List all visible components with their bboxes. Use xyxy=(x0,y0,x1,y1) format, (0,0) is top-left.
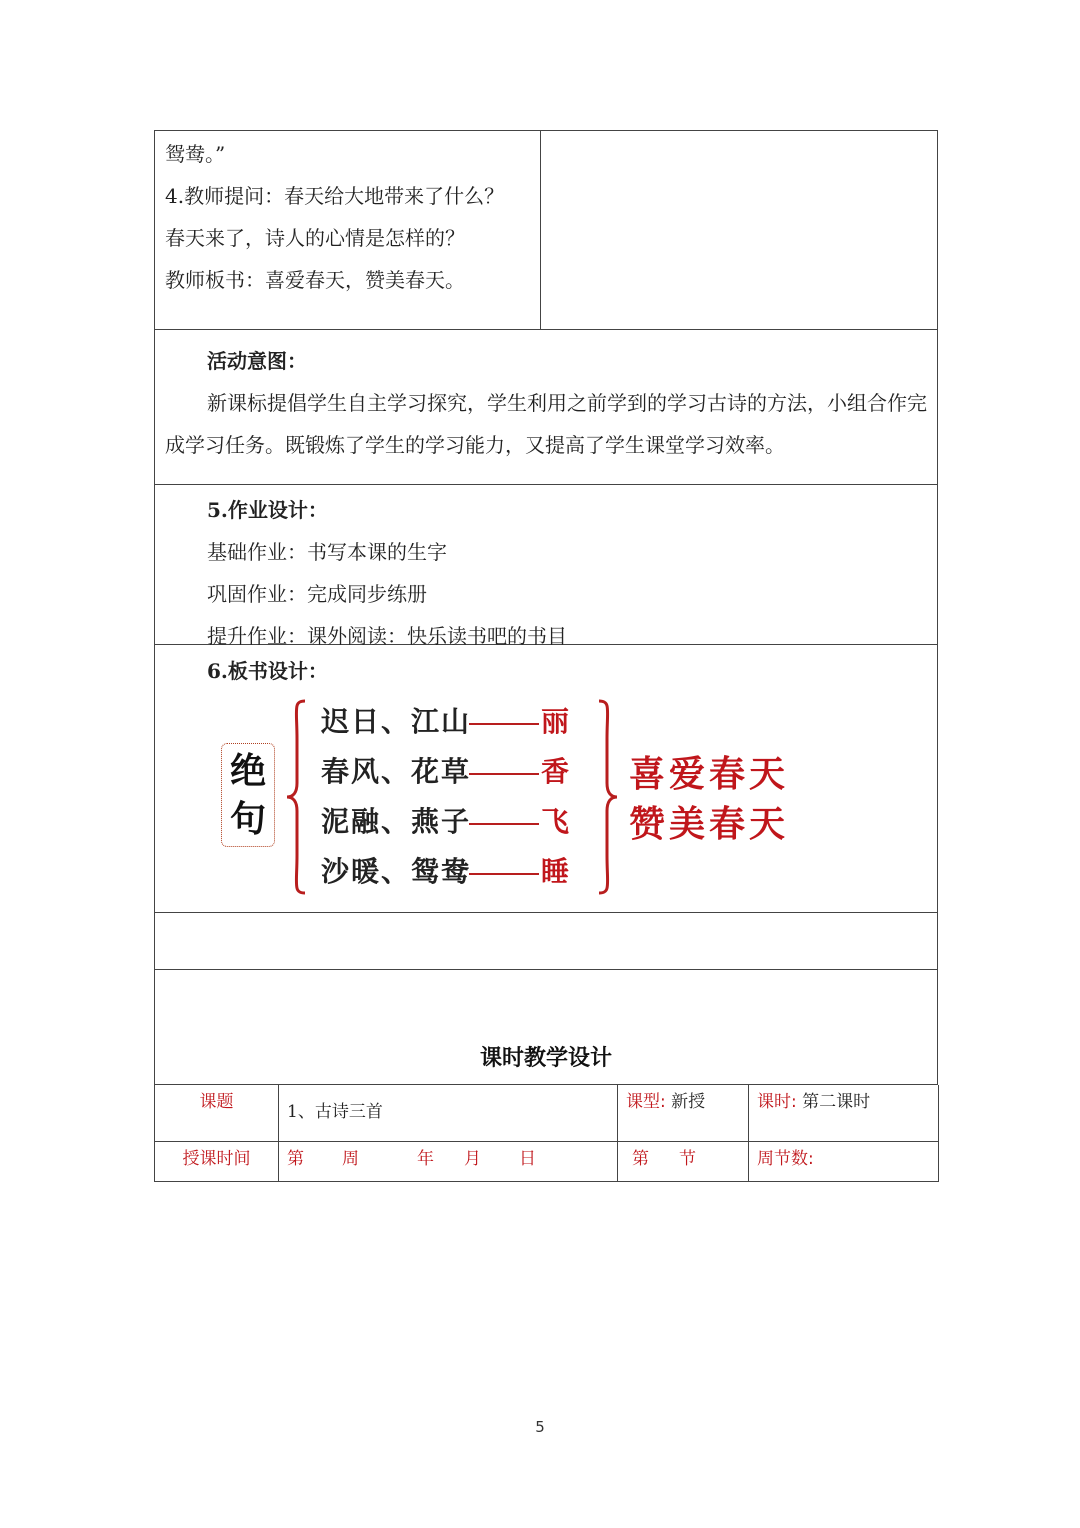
homework-heading: 5.作业设计： xyxy=(207,498,328,522)
lesson-info-table xyxy=(154,1085,939,1182)
board-pair xyxy=(321,747,571,797)
continuation-line: 教师板书：喜爱春天，赞美春天。 xyxy=(165,268,465,292)
poem-title-box xyxy=(221,743,275,847)
praise-line: 赞美春天 xyxy=(629,803,790,845)
board-pair xyxy=(321,847,571,897)
continuation-cell xyxy=(155,131,541,329)
continuation-line: 鸳鸯。” xyxy=(165,142,226,166)
dash-line xyxy=(469,773,539,775)
pair-words: 沙暖、鸳鸯 xyxy=(321,855,472,888)
period-label: 课时: xyxy=(757,1092,797,1112)
weekly-label: 周节数: xyxy=(749,1141,939,1181)
board-pair xyxy=(321,797,571,847)
right-brace-icon xyxy=(595,699,619,895)
section-di: 第 xyxy=(632,1148,649,1169)
homework-item: 提升作业：课外阅读：快乐读书吧的书目 xyxy=(207,624,567,648)
pair-key: 睡 xyxy=(541,855,572,888)
topic-label: 课题 xyxy=(155,1085,279,1141)
pair-key: 香 xyxy=(541,755,572,788)
dash-line xyxy=(469,723,539,725)
type-cell xyxy=(618,1085,749,1141)
homework-row xyxy=(154,485,938,648)
poem-title-char: 句 xyxy=(229,798,266,840)
left-brace-icon xyxy=(285,699,309,895)
pair-key: 丽 xyxy=(541,705,572,738)
time-label: 授课时间 xyxy=(155,1141,279,1181)
praise-block xyxy=(629,749,789,849)
pair-words: 迟日、江山 xyxy=(321,705,472,738)
lesson-plan-sheet xyxy=(154,130,938,1182)
period-cell xyxy=(749,1085,939,1141)
time-ri: 日 xyxy=(519,1148,536,1169)
activity-intent-row xyxy=(154,330,938,485)
continuation-line: 春天来了，诗人的心情是怎样的？ xyxy=(165,226,465,250)
type-label: 课型: xyxy=(626,1092,666,1112)
pair-key: 飞 xyxy=(541,805,572,838)
intent-heading: 活动意图： xyxy=(207,349,307,373)
board-heading: 6.板书设计： xyxy=(207,659,328,683)
time-cell xyxy=(279,1141,618,1181)
table-row xyxy=(155,1085,939,1141)
pair-words: 春风、花草 xyxy=(321,755,472,788)
continuation-row xyxy=(154,130,938,330)
topic-value: 1、古诗三首 xyxy=(279,1085,618,1141)
board-pair xyxy=(321,697,571,747)
time-yue: 月 xyxy=(464,1148,481,1169)
continuation-line: 4.教师提问：春天给大地带来了什么？ xyxy=(165,184,505,208)
table-row xyxy=(155,1141,939,1181)
section-title-row xyxy=(154,970,938,1085)
type-value: 新授 xyxy=(671,1092,706,1112)
dash-line xyxy=(469,873,539,875)
time-zhou: 周 xyxy=(342,1148,359,1169)
board-design-row xyxy=(154,645,938,913)
praise-line: 喜爱春天 xyxy=(629,753,790,795)
section-title: 课时教学设计 xyxy=(479,1046,612,1071)
poem-title-char: 绝 xyxy=(229,750,266,792)
homework-item: 基础作业：书写本课的生字 xyxy=(207,540,447,564)
time-nian: 年 xyxy=(417,1148,434,1169)
empty-cell xyxy=(541,131,937,329)
page-number: 5 xyxy=(535,1418,545,1436)
section-jie: 节 xyxy=(679,1148,696,1169)
period-value: 第二课时 xyxy=(802,1092,871,1112)
time-di: 第 xyxy=(287,1148,304,1169)
intent-text: 新课标提倡学生自主学习探究，学生利用之前学到的学习古诗的方法，小组合作完成学习任务。既锻炼了学生的学习能力，又提高了学生课堂学习效率。 xyxy=(165,391,927,457)
empty-row xyxy=(154,913,938,970)
homework-item: 巩固作业：完成同步练册 xyxy=(207,582,427,606)
section-cell xyxy=(618,1141,749,1181)
pair-words: 泥融、燕子 xyxy=(321,805,472,838)
dash-line xyxy=(469,823,539,825)
board-pairs xyxy=(321,697,571,897)
